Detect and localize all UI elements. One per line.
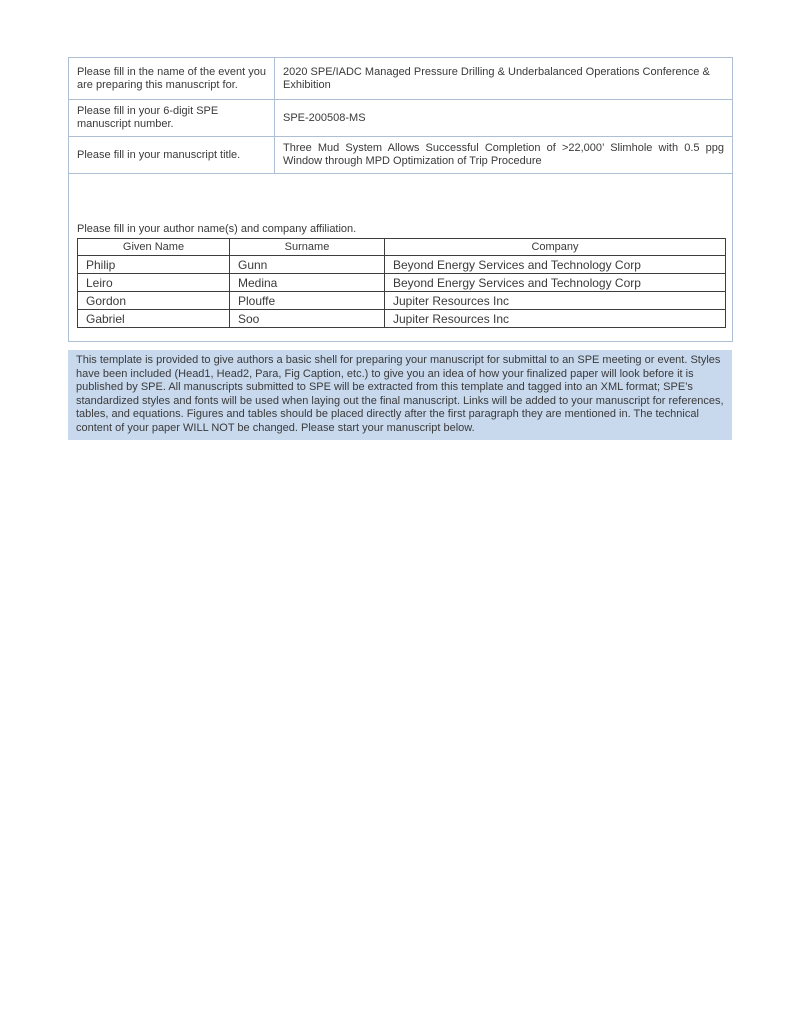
authors-table-header-row bbox=[78, 239, 726, 256]
event-name-row bbox=[69, 58, 733, 100]
template-notice-paragraph: This template is provided to give authors a basic shell for preparing your manuscript for submittal to an SPE meeting or event. Styles have been included (Head1, Head2, Para, Fig Caption, etc.) to give you an idea of how your finalized paper will look before it is published by SPE. All manuscripts submitted to SPE will be extracted from this template and tagged into an XML format; SPE’s standardized styles and fonts will be used when laying out the final manuscript. Links will be added to your manuscript for references, tables, and equations. Figures and tables should be placed directly after the first paragraph they are mentioned in. The technical content of your paper WILL NOT be changed. Please start your manuscript below. bbox=[68, 350, 732, 440]
manuscript-title-value[interactable]: Three Mud System Allows Successful Completion of >22,000’ Slimhole with 0.5 ppg Window through MPD Optimization of Trip Procedure bbox=[275, 137, 733, 174]
manuscript-title-row bbox=[69, 137, 733, 174]
author-surname[interactable]: Medina bbox=[230, 274, 385, 292]
manuscript-title-label: Please fill in your manuscript title. bbox=[69, 137, 275, 174]
authors-section-row bbox=[69, 174, 733, 342]
author-row bbox=[78, 292, 726, 310]
author-company[interactable]: Beyond Energy Services and Technology Corp bbox=[385, 274, 726, 292]
manuscript-number-label: Please fill in your 6-digit SPE manuscript number. bbox=[69, 100, 275, 137]
author-given-name[interactable]: Philip bbox=[78, 256, 230, 274]
author-row bbox=[78, 274, 726, 292]
authors-table bbox=[77, 238, 726, 328]
column-header-company: Company bbox=[385, 239, 726, 256]
author-row bbox=[78, 256, 726, 274]
manuscript-template-header bbox=[68, 57, 732, 440]
author-given-name[interactable]: Gabriel bbox=[78, 310, 230, 328]
author-given-name[interactable]: Gordon bbox=[78, 292, 230, 310]
authors-cell bbox=[69, 174, 733, 342]
manuscript-number-row bbox=[69, 100, 733, 137]
column-header-given-name: Given Name bbox=[78, 239, 230, 256]
author-surname[interactable]: Plouffe bbox=[230, 292, 385, 310]
author-company[interactable]: Jupiter Resources Inc bbox=[385, 310, 726, 328]
manuscript-info-table bbox=[68, 57, 733, 342]
manuscript-number-value[interactable]: SPE-200508-MS bbox=[275, 100, 733, 137]
event-name-label: Please fill in the name of the event you are preparing this manuscript for. bbox=[69, 58, 275, 100]
author-surname[interactable]: Gunn bbox=[230, 256, 385, 274]
author-given-name[interactable]: Leiro bbox=[78, 274, 230, 292]
author-company[interactable]: Jupiter Resources Inc bbox=[385, 292, 726, 310]
author-surname[interactable]: Soo bbox=[230, 310, 385, 328]
author-row bbox=[78, 310, 726, 328]
authors-instruction: Please fill in your author name(s) and company affiliation. bbox=[77, 223, 357, 235]
event-name-value[interactable]: 2020 SPE/IADC Managed Pressure Drilling & Underbalanced Operations Conference & Exhibition bbox=[275, 58, 733, 100]
author-company[interactable]: Beyond Energy Services and Technology Corp bbox=[385, 256, 726, 274]
column-header-surname: Surname bbox=[230, 239, 385, 256]
